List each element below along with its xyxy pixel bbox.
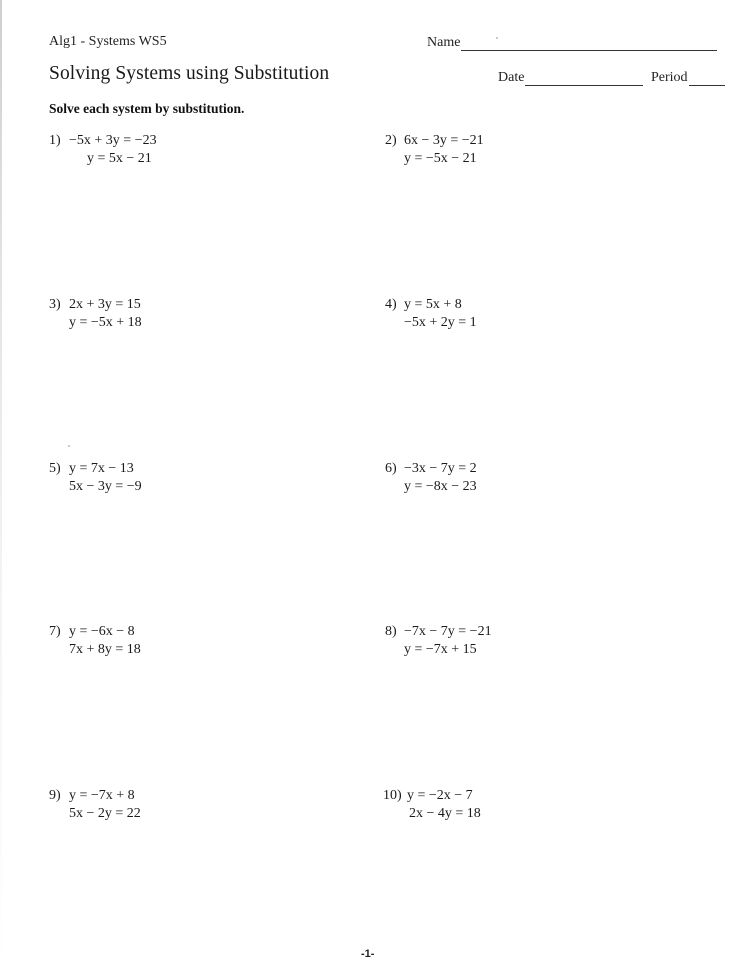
problem-number: 10) [383,788,402,803]
instructions: Solve each system by substitution. [49,101,245,116]
course-label: Alg1 - Systems WS5 [49,34,167,49]
worksheet-title: Solving Systems using Substitution [49,63,330,84]
problem-number: 6) [385,461,397,476]
problem-number: 7) [49,624,61,639]
problem-equation-1: y = 5x + 8 [404,297,462,312]
problem-number: 5) [49,461,61,476]
date-field[interactable] [498,70,643,86]
problem-equation-2: −5x + 2y = 1 [404,315,477,330]
problem-equation-1: −7x − 7y = −21 [404,624,492,639]
scan-speck [68,445,70,447]
problem-equation-2: y = −8x − 23 [404,479,477,494]
problem-equation-1: y = −2x − 7 [407,788,473,803]
period-blank-line[interactable] [689,71,725,86]
problem-equation-1: −3x − 7y = 2 [404,461,477,476]
problem-equation-2: 7x + 8y = 18 [69,642,141,657]
problem-equation-2: y = −5x + 18 [69,315,142,330]
problem-number: 9) [49,788,61,803]
problem-equation-2: y = −7x + 15 [404,642,477,657]
problem-number: 3) [49,297,61,312]
problem-number: 4) [385,297,397,312]
problem-equation-1: y = 7x − 13 [69,461,134,476]
name-field[interactable] [427,35,717,51]
problem-equation-2: y = 5x − 21 [87,151,152,166]
problem-equation-1: 6x − 3y = −21 [404,133,484,148]
problem-equation-2: 5x − 2y = 22 [69,806,141,821]
problem-equation-1: y = −6x − 8 [69,624,135,639]
name-label: Name [427,35,461,50]
problem-equation-1: y = −7x + 8 [69,788,135,803]
problem-equation-1: 2x + 3y = 15 [69,297,141,312]
problem-equation-2: y = −5x − 21 [404,151,477,166]
problem-number: 1) [49,133,61,148]
page-number: -1- [361,948,375,960]
problem-equation-2: 2x − 4y = 18 [409,806,481,821]
period-field[interactable] [651,70,725,86]
scan-speck [496,37,498,39]
problem-equation-2: 5x − 3y = −9 [69,479,142,494]
scan-edge-shadow [0,0,2,970]
date-label: Date [498,70,525,85]
problem-number: 2) [385,133,397,148]
problem-equation-1: −5x + 3y = −23 [69,133,157,148]
date-blank-line[interactable] [525,71,643,86]
name-blank-line[interactable] [461,36,717,51]
problem-number: 8) [385,624,397,639]
period-label: Period [651,70,688,85]
